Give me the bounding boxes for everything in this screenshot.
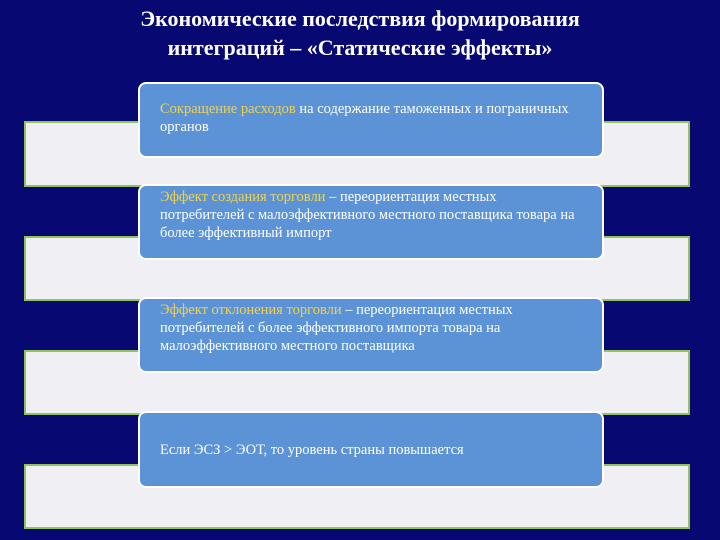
slide-title-line-1: Экономические последствия формирования xyxy=(140,6,580,31)
slide-title xyxy=(0,4,720,62)
effect-text-4 xyxy=(160,441,464,459)
effect-highlight-3: Эффект отклонения торговли xyxy=(160,302,342,318)
effect-card-4 xyxy=(138,411,604,488)
slide-title-line-2: интеграций – «Статические эффекты» xyxy=(167,35,553,60)
effect-text-1 xyxy=(160,100,584,136)
effect-highlight-2: Эффект создания торговли xyxy=(160,189,326,205)
effect-card-2 xyxy=(138,184,604,260)
effect-card-3 xyxy=(138,297,604,373)
effect-text-2 xyxy=(160,188,584,242)
effect-body-2: – переориентация местных потребителей с малоэффективного местного поставщика товара на более эффективный импорт xyxy=(160,189,575,241)
effect-text-3 xyxy=(160,301,584,355)
effect-body-1: на содержание таможенных и пограничных органов xyxy=(160,101,569,135)
effect-card-1 xyxy=(138,82,604,158)
effect-body-4: Если ЭСЗ > ЭОТ, то уровень страны повышается xyxy=(160,441,464,458)
effect-body-3: – переориентация местных потребителей с более эффективного импорта товара на малоэффективного местного поставщика xyxy=(160,302,513,354)
effect-highlight-1: Сокращение расходов xyxy=(160,101,296,117)
